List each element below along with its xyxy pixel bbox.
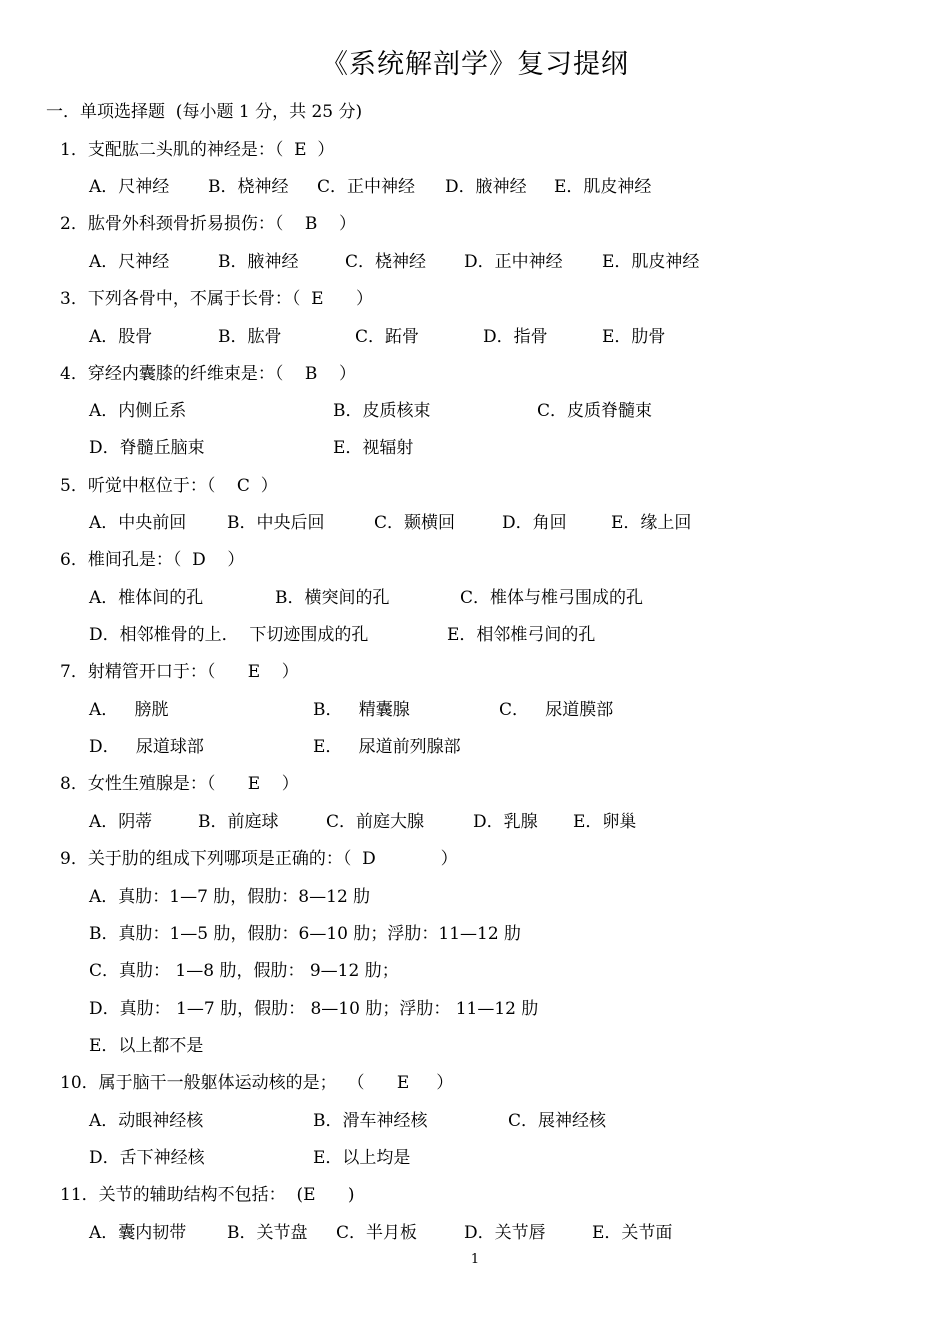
question-5: 5．听觉中枢位于：（ C ） — [60, 476, 278, 496]
q10-option-a: A．动眼神经核 — [89, 1111, 204, 1131]
q8-option-b: B．前庭球 — [198, 812, 279, 832]
q6-option-d: D．相邻椎骨的上． 下切迹围成的孔 — [89, 625, 369, 645]
q1-option-d: D．腋神经 — [445, 177, 527, 197]
q8-option-c: C．前庭大腺 — [326, 812, 425, 832]
question-6: 6．椎间孔是：（ D ） — [60, 550, 245, 570]
q5-option-e: E．缘上回 — [611, 513, 692, 533]
q3-option-b: B．肱骨 — [218, 327, 282, 347]
q7-option-a: A． 膀胱 — [89, 700, 169, 720]
page-number: 1 — [470, 1252, 480, 1267]
q11-option-d: D．关节唇 — [464, 1223, 546, 1243]
q6-option-a: A．椎体间的孔 — [89, 588, 204, 608]
question-3: 3．下列各骨中，不属于长骨：（ E ） — [60, 289, 373, 309]
question-8: 8．女性生殖腺是：（ E ） — [60, 774, 299, 794]
q3-option-c: C．跖骨 — [355, 327, 420, 347]
q5-option-a: A．中央前回 — [89, 513, 187, 533]
q1-option-c: C．正中神经 — [317, 177, 416, 197]
q9-option-d: D．真肋： 1—7 肋，假肋： 8—10 肋；浮肋： 11—12 肋 — [89, 999, 539, 1019]
q4-option-c: C．皮质脊髓束 — [537, 401, 653, 421]
question-4: 4．穿经内囊膝的纤维束是：（ B ） — [60, 364, 357, 384]
q3-option-d: D．指骨 — [483, 327, 548, 347]
q11-option-e: E．关节面 — [592, 1223, 673, 1243]
question-1: 1．支配肱二头肌的神经是：（ E ） — [60, 140, 335, 160]
q8-option-a: A．阴蒂 — [89, 812, 153, 832]
q3-option-a: A．股骨 — [89, 327, 153, 347]
q11-option-b: B．关节盘 — [227, 1223, 308, 1243]
q8-option-e: E．卵巢 — [573, 812, 637, 832]
q5-option-c: C．颞横回 — [374, 513, 456, 533]
q1-option-b: B．桡神经 — [208, 177, 289, 197]
q1-option-a: A．尺神经 — [89, 177, 170, 197]
q7-option-e: E． 尿道前列腺部 — [313, 737, 461, 757]
q9-option-b: B．真肋：1—5 肋，假肋：6—10 肋；浮肋：11—12 肋 — [89, 924, 522, 944]
section-heading: 一．单项选择题 (每小题 1 分，共 25 分) — [46, 102, 363, 122]
q1-option-e: E．肌皮神经 — [554, 177, 652, 197]
q5-option-d: D．角回 — [502, 513, 567, 533]
q10-option-c: C．展神经核 — [508, 1111, 607, 1131]
q10-option-d: D．舌下神经核 — [89, 1148, 205, 1168]
question-9: 9．关于肋的组成下列哪项是正确的：（ D ） — [60, 849, 458, 869]
q9-option-a: A．真肋：1—7 肋，假肋：8—12 肋 — [89, 887, 371, 907]
q7-option-b: B． 精囊腺 — [313, 700, 410, 720]
q11-option-a: A．囊内韧带 — [89, 1223, 187, 1243]
q9-option-e: E．以上都不是 — [89, 1036, 204, 1056]
q7-option-c: C． 尿道膜部 — [499, 700, 614, 720]
question-10: 10．属于脑干一般躯体运动核的是； （ E ） — [60, 1073, 454, 1093]
q11-option-c: C．半月板 — [336, 1223, 418, 1243]
q6-option-e: E．相邻椎弓间的孔 — [447, 625, 596, 645]
q10-option-e: E．以上均是 — [313, 1148, 411, 1168]
q2-option-c: C．桡神经 — [345, 252, 427, 272]
q4-option-e: E．视辐射 — [333, 438, 414, 458]
q2-option-d: D．正中神经 — [464, 252, 563, 272]
q2-option-a: A．尺神经 — [89, 252, 170, 272]
q3-option-e: E．肋骨 — [602, 327, 666, 347]
q4-option-d: D．脊髓丘脑束 — [89, 438, 205, 458]
q2-option-e: E．肌皮神经 — [602, 252, 700, 272]
q6-option-b: B．横突间的孔 — [275, 588, 390, 608]
q7-option-d: D． 尿道球部 — [89, 737, 204, 757]
q9-option-c: C．真肋： 1—8 肋，假肋： 9—12 肋； — [89, 961, 399, 981]
q5-option-b: B．中央后回 — [227, 513, 325, 533]
q4-option-a: A．内侧丘系 — [89, 401, 187, 421]
q4-option-b: B．皮质核束 — [333, 401, 431, 421]
q2-option-b: B．腋神经 — [218, 252, 299, 272]
question-2: 2．肱骨外科颈骨折易损伤：（ B ） — [60, 214, 357, 234]
q8-option-d: D．乳腺 — [473, 812, 538, 832]
question-7: 7．射精管开口于：（ E ） — [60, 662, 299, 682]
document-title: 《系统解剖学》复习提纲 — [321, 49, 629, 80]
q6-option-c: C．椎体与椎弓围成的孔 — [460, 588, 644, 608]
question-11: 11．关节的辅助结构不包括： (E ) — [60, 1185, 355, 1205]
q10-option-b: B．滑车神经核 — [313, 1111, 428, 1131]
